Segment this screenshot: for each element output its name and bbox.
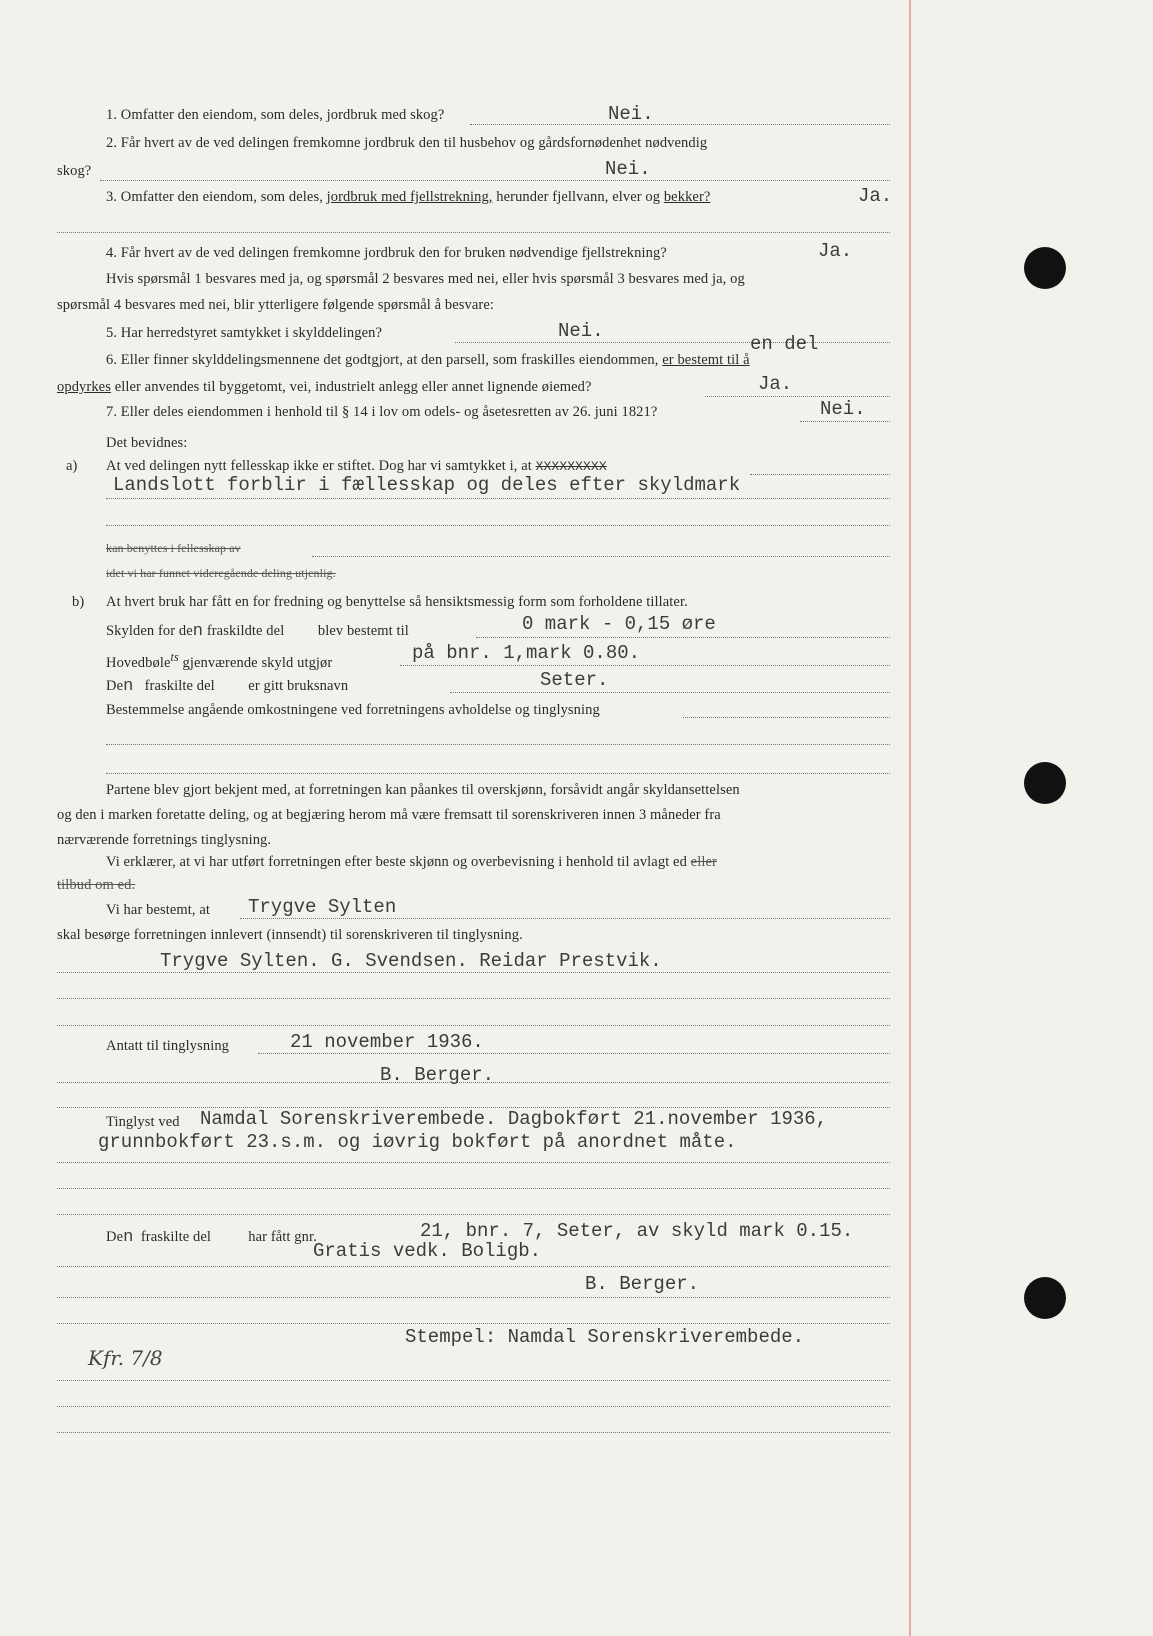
item-b-label: b)	[72, 594, 85, 610]
parties-line-2: og den i marken foretatte deling, og at begjæring herom må være fremsatt til sorenskriveren innen 3 måneder fra	[57, 807, 721, 823]
answer-line	[57, 998, 890, 999]
skyld-label: Skylden for den fraskildte del blev bestemt til	[106, 622, 409, 641]
answer-line	[57, 1432, 890, 1433]
answer-line	[258, 1053, 890, 1054]
answer-7: Nei.	[820, 398, 866, 420]
answer-line	[57, 1406, 890, 1407]
answer-line	[57, 1025, 890, 1026]
question-7: 7. Eller deles eiendommen i henhold til § 14 i lov om odels- og åsetesretten av 26. juni 1821?	[106, 404, 658, 420]
hovedbol-label: Hovedbøle$^{ts}$ gjenværende skyld utgjør	[106, 650, 333, 671]
struck-text-1: kan benyttes i fellesskap av	[106, 541, 241, 555]
question-6-cont: opdyrkes eller anvendes til byggetomt, vei, industrielt anlegg eller annet lignende øiemed?	[57, 379, 592, 395]
question-1: 1. Omfatter den eiendom, som deles, jordbruk med skog?	[106, 107, 445, 123]
question-3: 3. Omfatter den eiendom, som deles, jordbruk med fjellstrekning, herunder fjellvann, elver og bekker?	[106, 189, 711, 205]
answer-line	[312, 556, 890, 557]
answer-line	[750, 474, 890, 475]
parties-line-1: Partene blev gjort bekjent med, at forretningen kan påankes til overskjønn, forsåvidt angår skyldansettelsen	[106, 782, 740, 798]
appoint-line-2: skal besørge forretningen innlevert (innsendt) til sorenskriveren til tinglysning.	[57, 927, 523, 943]
answer-line	[800, 421, 890, 422]
answer-line	[57, 1214, 890, 1215]
answer-line	[470, 124, 890, 125]
answer-line	[57, 1297, 890, 1298]
answer-line	[57, 1323, 890, 1324]
answer-line	[57, 232, 890, 233]
appointed-name: Trygve Sylten	[248, 896, 397, 918]
parcel-value: 21, bnr. 7, Seter, av skyld mark 0.15.	[420, 1220, 854, 1242]
margin-line	[909, 0, 911, 1636]
answer-line	[106, 773, 890, 774]
parcel-label: Den fraskilte del har fått gnr.	[106, 1228, 317, 1247]
answer-line	[106, 498, 890, 499]
struck-text-2: idet vi har funnet videregående deling utjenlig.	[106, 566, 336, 580]
condition-line-2: spørsmål 4 besvares med nei, blir ytterligere følgende spørsmål å besvare:	[57, 297, 495, 313]
certify-heading: Det bevidnes:	[106, 435, 188, 451]
question-4: 4. Får hvert av de ved delingen fremkomne jordbruk den for bruken nødvendige fjellstrekning?	[106, 245, 667, 261]
answer-line	[57, 1380, 890, 1381]
punch-hole	[1024, 1277, 1066, 1319]
question-2-cont: skog?	[57, 163, 92, 179]
answer-6: Ja.	[758, 373, 793, 395]
accepted-sign: B. Berger.	[380, 1064, 495, 1086]
punch-hole	[1024, 247, 1066, 289]
registered-label: Tinglyst ved	[106, 1114, 180, 1130]
answer-4: Ja.	[818, 240, 853, 262]
answer-line	[57, 1188, 890, 1189]
registered-line-1: Namdal Sorenskriverembede. Dagbokført 21.november 1936,	[200, 1108, 828, 1130]
item-a-typed: Landslott forblir i fællesskap og deles efter skyldmark	[113, 474, 741, 496]
question-2: 2. Får hvert av de ved delingen fremkomne jordbruk den til husbehov og gårdsfornødenhet nødvendig	[106, 135, 708, 151]
handwritten-note: Kfr. 7/8	[88, 1346, 163, 1370]
appoint-text: Vi har bestemt, at	[106, 902, 211, 918]
question-5: 5. Har herredstyret samtykket i skylddelingen?	[106, 325, 382, 341]
parcel-sign: B. Berger.	[585, 1273, 700, 1295]
inserted-text: en del	[750, 333, 819, 355]
registered-line-2: grunnbokført 23.s.m. og iøvrig bokført på anordnet måte.	[98, 1131, 737, 1153]
item-b-text: At hvert bruk har fått en for fredning og benyttelse så hensiktsmessig form som forholdene tillater.	[106, 594, 688, 610]
accepted-date: 21 november 1936.	[290, 1031, 484, 1053]
answer-line	[57, 1266, 890, 1267]
answer-line	[57, 972, 890, 973]
navn-label: Den fraskilte del er gitt bruksnavn	[106, 677, 349, 696]
answer-line	[240, 918, 890, 919]
answer-line	[683, 717, 890, 718]
answer-line	[106, 525, 890, 526]
condition-line-1: Hvis spørsmål 1 besvares med ja, og spørsmål 2 besvares med nei, eller hvis spørsmål 3 besvares med ja, og	[106, 271, 745, 287]
answer-line	[705, 396, 890, 397]
punch-hole	[1024, 762, 1066, 804]
item-a-text: At ved delingen nytt fellesskap ikke er stiftet. Dog har vi samtykket i, at XXXXXXXXX	[106, 458, 607, 474]
declare-struck: tilbud om ed.	[57, 877, 136, 893]
question-6: 6. Eller finner skylddelingsmennene det godtgjort, at den parsell, som fraskilles eiendommen, er bestemt til å	[106, 352, 750, 368]
stamp-text: Stempel: Namdal Sorenskriverembede.	[405, 1326, 805, 1348]
answer-line	[400, 665, 890, 666]
parties-line-3: nærværende forretnings tinglysning.	[57, 832, 272, 848]
answer-5: Nei.	[558, 320, 604, 342]
parcel-note: Gratis vedk. Boligb.	[313, 1240, 542, 1262]
accepted-label: Antatt til tinglysning	[106, 1038, 230, 1054]
declare-line-1: Vi erklærer, at vi har utført forretningen efter beste skjønn og overbevisning i henhold til avlagt ed eller	[106, 854, 717, 870]
item-a-label: a)	[66, 458, 78, 474]
signatures: Trygve Sylten. G. Svendsen. Reidar Prestvik.	[160, 950, 662, 972]
hovedbol-value: på bnr. 1,mark 0.80.	[412, 642, 641, 664]
answer-line	[57, 1162, 890, 1163]
answer-line	[106, 744, 890, 745]
answer-line	[100, 180, 890, 181]
answer-2: Nei.	[605, 158, 651, 180]
answer-line	[57, 1082, 890, 1083]
navn-value: Seter.	[540, 669, 609, 691]
skyld-value: 0 mark - 0,15 øre	[522, 613, 716, 635]
answer-line	[450, 692, 890, 693]
answer-3: Ja.	[858, 185, 893, 207]
answer-1: Nei.	[608, 103, 654, 125]
cost-text: Bestemmelse angående omkostningene ved forretningens avholdelse og tinglysning	[106, 702, 600, 718]
answer-line	[476, 637, 890, 638]
answer-line	[455, 342, 890, 343]
